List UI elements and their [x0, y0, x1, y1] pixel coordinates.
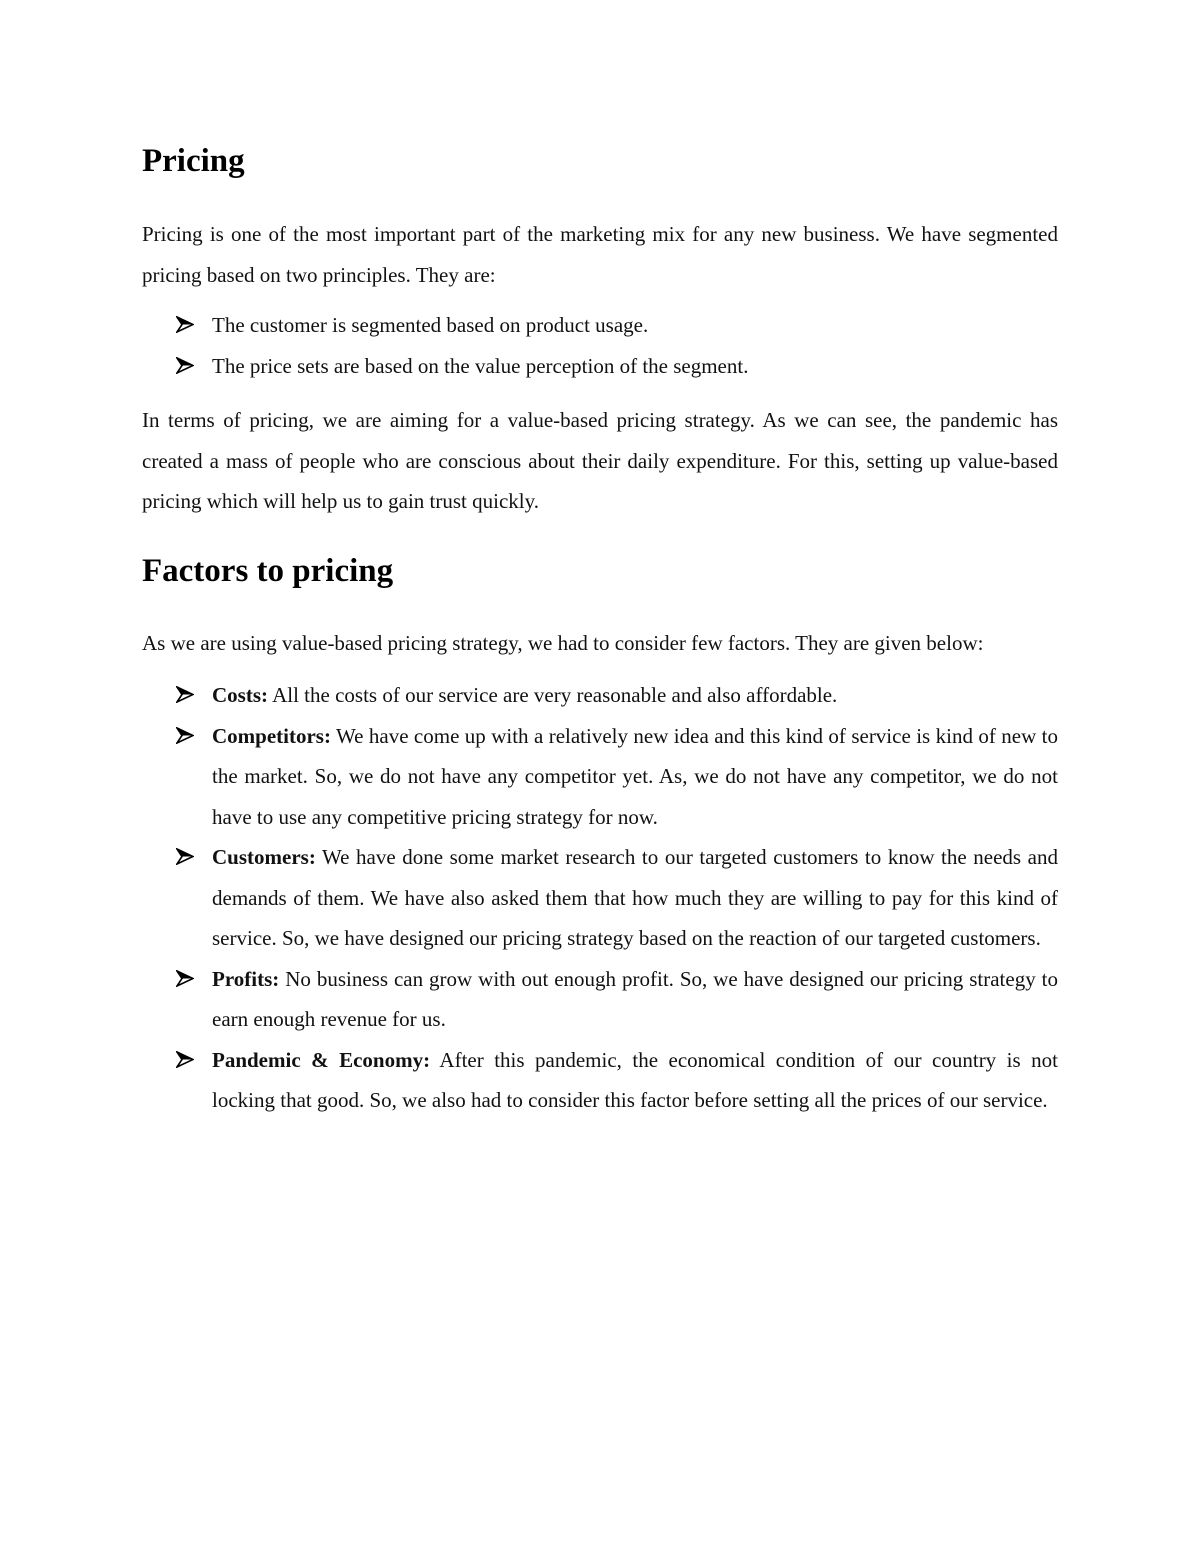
list-item [142, 346, 1058, 387]
factor-label: Competitors: [212, 723, 331, 748]
factor-label: Customers: [212, 845, 316, 869]
document-content [142, 138, 1058, 1121]
list-item [142, 675, 1058, 716]
heading-factors-to-pricing: Factors to pricing [142, 552, 394, 589]
pricing-strategy-paragraph: In terms of pricing, we are aiming for a value-based pricing strategy. As we can see, the pandemic has created a mass of people who are conscious about their daily expenditure. For this, setting up value-based pricing which will help us to gain trust quickly. [142, 408, 1058, 513]
heading-pricing: Pricing [142, 143, 245, 179]
list-item-text: The price sets are based on the value perception of the segment. [212, 353, 749, 378]
factor-text: All the costs of our service are very reasonable and also affordable. [268, 683, 838, 707]
factor-text: No business can grow with out enough profit. So, we have designed our pricing strategy to earn enough revenue for us. [212, 966, 1058, 1031]
arrowhead-bullet-icon [176, 346, 198, 386]
arrowhead-bullet-icon [176, 716, 198, 756]
pricing-factors-list [142, 675, 1058, 1121]
arrowhead-bullet-icon [176, 1040, 198, 1080]
factor-text: We have done some market research to our targeted customers to know the needs and demands of them. We have also asked them that how much they are willing to pay for this kind of service. So, we have designed our pricing strategy based on the reaction of our targeted customers. [212, 845, 1058, 950]
list-item [142, 305, 1058, 346]
arrowhead-bullet-icon [176, 959, 198, 999]
arrowhead-bullet-icon [176, 305, 198, 345]
list-item [142, 1040, 1058, 1121]
arrowhead-bullet-icon [176, 675, 198, 715]
factor-label: Profits: [212, 966, 280, 991]
factor-label: Costs: [212, 683, 268, 707]
factors-intro-paragraph: As we are using value-based pricing strategy, we had to consider few factors. They are given below: [142, 630, 984, 655]
list-item [142, 837, 1058, 959]
pricing-principles-list [142, 305, 1058, 386]
factor-text: We have come up with a relatively new idea and this kind of service is kind of new to the market. So, we do not have any competitor yet. As, we do not have any competitor, we do not have to use any competitive pricing strategy for now. [212, 723, 1058, 829]
list-item [142, 716, 1058, 838]
arrowhead-bullet-icon [176, 837, 198, 877]
list-item-text: The customer is segmented based on product usage. [212, 313, 649, 337]
factor-text: After this pandemic, the economical condition of our country is not locking that good. So, we also had to consider this factor before setting all the prices of our service. [212, 1047, 1058, 1112]
pricing-intro-paragraph: Pricing is one of the most important part of the marketing mix for any new business. We have segmented pricing based on two principles. They are: [142, 222, 1058, 287]
list-item [142, 959, 1058, 1040]
factor-label: Pandemic & Economy: [212, 1047, 431, 1072]
